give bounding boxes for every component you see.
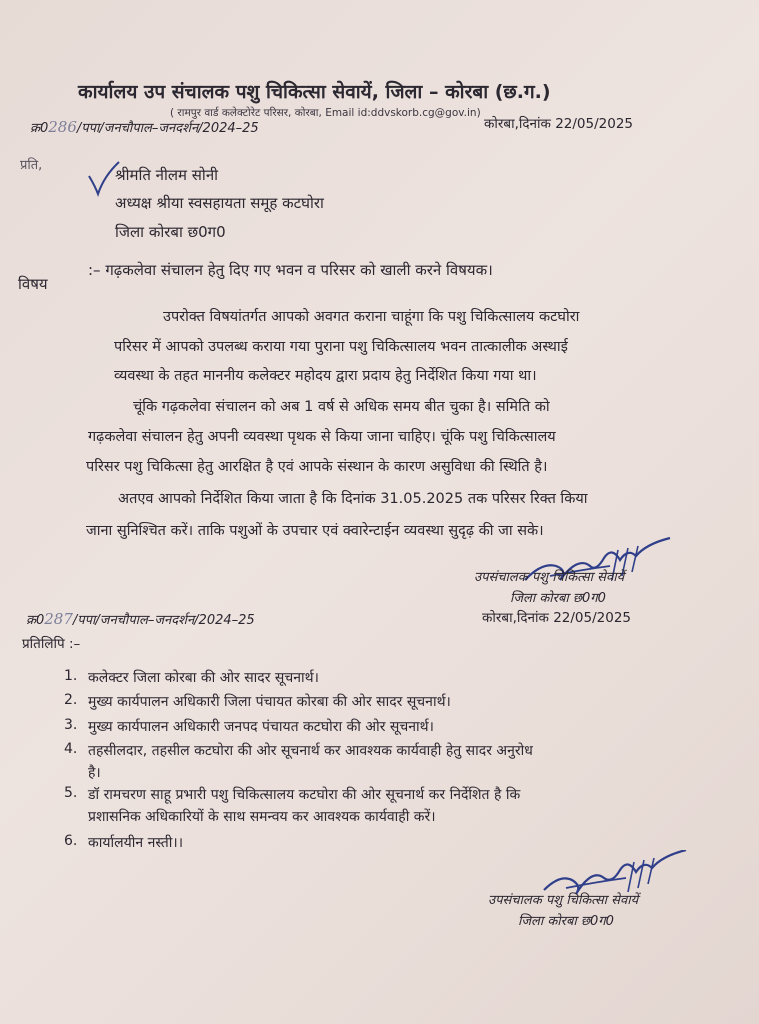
copy-item-text: तहसीलदार, तहसील कटघोरा की ओर सूचनार्थ कर आवश्यक कार्यवाही हेतु सादर अनुरोध xyxy=(88,743,533,759)
recipient-name: श्रीमति नीलम सोनी xyxy=(115,166,219,184)
signature-1-district: जिला कोरबा छ0ग0 xyxy=(510,591,606,606)
copy-item-number: 1. xyxy=(64,668,78,684)
copy-item-number: 6. xyxy=(64,833,78,849)
body-line-1: उपरोक्त विषयांतर्गत आपको अवगत कराना चाहूंगा कि पशु चिकित्सालय कटघोरा xyxy=(163,309,580,325)
recipient-district: जिला कोरबा छ0ग0 xyxy=(115,223,226,241)
copy-item-text: मुख्य कार्यपालन अधिकारी जनपद पंचायत कटघोरा की ओर सूचनार्थ। xyxy=(88,719,434,735)
signature-1-title: उपसंचालक पशु चिकित्सा सेवायें xyxy=(474,570,625,585)
copy-label: प्रतिलिपि :– xyxy=(22,636,81,652)
signature-2-title: उपसंचालक पशु चिकित्सा सेवायें xyxy=(488,893,639,908)
copy-item-text: कार्यालयीन नस्ती।। xyxy=(88,835,184,851)
office-address: ( रामपुर वार्ड कलेक्टोरेट परिसर, कोरबा, Email id:ddvskorb.cg@gov.in) xyxy=(170,107,481,119)
copy-ref-number-handwritten: 287 xyxy=(44,610,73,628)
copy-item-text: डॉ रामचरण साहू प्रभारी पशु चिकित्सालय कटघोरा की ओर सूचनार्थ कर निर्देशित है कि xyxy=(88,787,521,803)
office-title: कार्यालय उप संचालक पशु चिकित्सा सेवायें, जिला – कोरबा (छ.ग.) xyxy=(78,81,551,103)
signature-1-icon xyxy=(520,536,680,596)
letter-ref xyxy=(30,118,259,136)
copy-ref-prefix: क्र0 xyxy=(26,613,45,628)
copy-item-text-continued: प्रशासनिक अधिकारियों के साथ समन्वय कर आवश्यक कार्यवाही करें। xyxy=(88,809,436,825)
ref-prefix: क्र0 xyxy=(30,121,49,136)
copy-item-text: कलेक्टर जिला कोरबा की ओर सादर सूचनार्थ। xyxy=(88,670,319,686)
body-line-7: अतएव आपको निर्देशित किया जाता है कि दिनांक 31.05.2025 तक परिसर रिक्त किया xyxy=(118,491,588,507)
body-line-6: परिसर पशु चिकित्सा हेतु आरक्षित है एवं आपके संस्थान के कारण असुविधा की स्थिति है। xyxy=(86,459,548,475)
subject-text: :– गढ़कलेवा संचालन हेतु दिए गए भवन व परिसर को खाली करने विषयक। xyxy=(88,261,493,279)
copy-item-number: 3. xyxy=(64,717,78,733)
copy-item-number: 4. xyxy=(64,741,78,757)
copy-date: कोरबा,दिनांक 22/05/2025 xyxy=(482,610,632,626)
copy-item-text-continued: है। xyxy=(88,765,101,781)
ref-suffix: /पपा/जनचौपाल–जनदर्शन/2024–25 xyxy=(76,121,259,136)
signature-2-district: जिला कोरबा छ0ग0 xyxy=(518,914,614,929)
recipient-designation: अध्यक्ष श्रीया स्वसहायता समूह कटघोरा xyxy=(115,194,324,212)
letter-date: कोरबा,दिनांक 22/05/2025 xyxy=(484,116,634,132)
to-label: प्रति, xyxy=(20,158,43,173)
copy-item-number: 2. xyxy=(64,692,78,708)
copy-ref-suffix: /पपा/जनचौपाल–जनदर्शन/2024–25 xyxy=(72,613,255,628)
subject-label: विषय xyxy=(18,275,48,293)
ref-number-handwritten: 286 xyxy=(48,118,77,136)
copy-item-text: मुख्य कार्यपालन अधिकारी जिला पंचायत कोरबा की ओर सादर सूचनार्थ। xyxy=(88,694,451,710)
body-line-8: जाना सुनिश्चित करें। ताकि पशुओं के उपचार एवं क्वारेन्टाईन व्यवस्था सुदृढ़ की जा सके। xyxy=(86,523,544,539)
body-line-3: व्यवस्था के तहत माननीय कलेक्टर महोदय द्वारा प्रदाय हेतु निर्देशित किया गया था। xyxy=(114,368,537,384)
copy-item-number: 5. xyxy=(64,785,78,801)
body-line-2: परिसर में आपको उपलब्ध कराया गया पुराना पशु चिकित्सालय भवन तात्कालीक अस्थाई xyxy=(114,339,568,355)
body-line-5: गढ़कलेवा संचालन हेतु अपनी व्यवस्था पृथक से किया जाना चाहिए। चूंकि पशु चिकित्सालय xyxy=(88,429,556,445)
body-line-4: चूंकि गढ़कलेवा संचालन को अब 1 वर्ष से अधिक समय बीत चुका है। समिति को xyxy=(133,399,550,415)
copy-ref xyxy=(26,610,255,628)
